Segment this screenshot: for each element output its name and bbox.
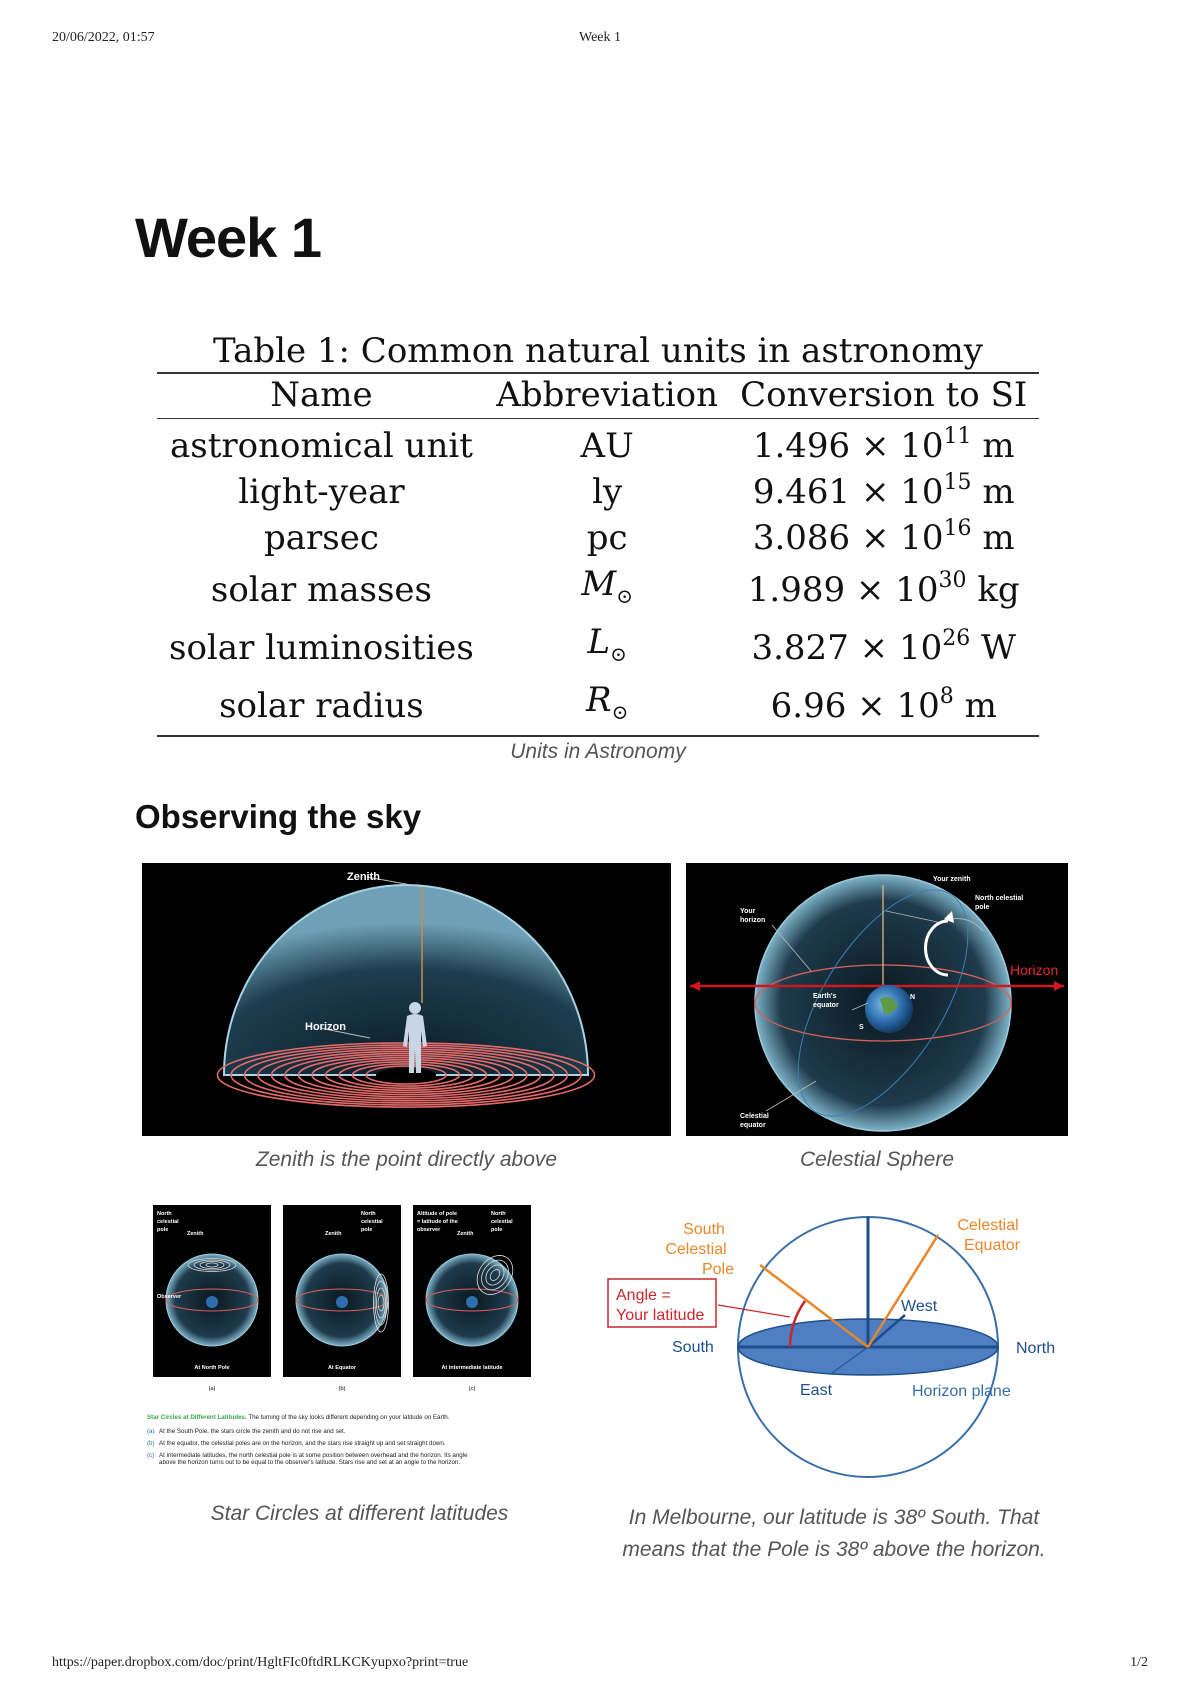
table-figure-caption: Units in Astronomy xyxy=(510,740,686,763)
zenith-caption: Zenith is the point directly above xyxy=(255,1148,558,1171)
unit-name-cell: solar radius xyxy=(219,686,424,726)
page-title: Week 1 xyxy=(135,206,321,269)
star-desc-item: At the equator, the celestial poles are on the horizon, and the stars rise straight up and set straight down. xyxy=(159,1440,446,1447)
si-conversion-cell: $1.989 \times 10^{30}$ kg xyxy=(747,568,1020,610)
unit-abbreviation-cell: ly xyxy=(592,472,623,512)
sun-symbol: ⊙ xyxy=(611,700,629,724)
scp-label-2: Celestial xyxy=(665,1241,727,1258)
svg-text:(c): (c) xyxy=(468,1386,476,1392)
unit-abbreviation-cell: $R_⊙$ xyxy=(585,680,629,724)
svg-text:celestial: celestial xyxy=(491,1219,513,1225)
print-page-number: 1/2 xyxy=(1130,1655,1148,1670)
your-horizon-label-2: horizon xyxy=(740,917,766,924)
si-conversion-cell: $3.827 \times 10^{26}$ W xyxy=(751,626,1016,668)
ce-label-2: Equator xyxy=(963,1237,1021,1254)
svg-text:At North Pole: At North Pole xyxy=(194,1365,230,1371)
ce-label-1: Celestial xyxy=(957,1217,1019,1234)
si-conversion-cell: $6.96 \times 10^8$ m xyxy=(770,684,997,726)
horizon-red-label: Horizon xyxy=(1010,962,1059,978)
star-desc-item: above the horizon turns out to be equal to the observer's latitude. Stars rise and set at an angle to the horizon. xyxy=(159,1459,461,1466)
observer-hole xyxy=(376,1068,436,1082)
unit-abbreviation-cell: $M_⊙$ xyxy=(581,564,633,608)
si-conversion-cell: $3.086 \times 10^{16}$ m xyxy=(752,516,1015,558)
unit-name-cell: solar masses xyxy=(210,570,432,610)
scp-label-3: Pole xyxy=(701,1261,735,1278)
table-row xyxy=(157,515,1039,561)
table-row xyxy=(157,619,1039,677)
svg-text:pole: pole xyxy=(361,1227,373,1233)
svg-text:observer: observer xyxy=(417,1227,441,1233)
units-table xyxy=(157,372,1039,737)
ncp-label-2: pole xyxy=(975,904,990,911)
star-panel xyxy=(413,1205,531,1392)
star-desc-tag: (c) xyxy=(147,1452,155,1459)
south-label: S xyxy=(859,1024,864,1031)
si-conversion-cell: $9.461 \times 10^{15}$ m xyxy=(752,470,1015,512)
svg-text:At intermediate latitude: At intermediate latitude xyxy=(441,1365,503,1371)
celestial-sphere-diagram xyxy=(686,863,1068,1136)
unit-abbreviation-cell: $L_⊙$ xyxy=(587,622,627,666)
print-footer xyxy=(52,1655,1148,1675)
melbourne-caption xyxy=(584,1502,1084,1566)
svg-text:North: North xyxy=(157,1211,172,1217)
svg-text:pole: pole xyxy=(491,1227,503,1233)
angle-label-2: Your latitude xyxy=(616,1307,705,1324)
melbourne-latitude-diagram xyxy=(600,1205,1070,1490)
unit-abbreviation-cell: AU xyxy=(580,426,634,466)
star-circles-caption: Star Circles at different latitudes xyxy=(210,1502,509,1525)
ncp-label-1: North celestial xyxy=(975,895,1024,902)
column-header-conversion: Conversion to SI xyxy=(740,375,1028,415)
east-label: East xyxy=(800,1382,833,1399)
star-circles-diagram xyxy=(147,1205,572,1485)
star-desc-title: Star Circles at Different Latitudes. xyxy=(147,1414,247,1421)
horizon-plane-label: Horizon plane xyxy=(912,1383,1011,1400)
svg-text:pole: pole xyxy=(157,1227,169,1233)
svg-text:Zenith: Zenith xyxy=(187,1231,204,1237)
svg-text:(b): (b) xyxy=(338,1386,346,1392)
zenith-diagram xyxy=(142,863,671,1136)
svg-text:Star Circles at Different Lati xyxy=(147,1414,450,1421)
svg-text:Zenith: Zenith xyxy=(325,1231,342,1237)
west-label: West xyxy=(901,1298,938,1315)
column-header-abbreviation: Abbreviation xyxy=(496,375,719,415)
unit-name-cell: parsec xyxy=(263,518,379,558)
svg-text:Observer: Observer xyxy=(157,1294,182,1300)
svg-text:North: North xyxy=(491,1211,506,1217)
svg-text:= latitude of the: = latitude of the xyxy=(417,1219,458,1225)
celestial-equator-label-2: equator xyxy=(740,1122,766,1129)
star-desc-tag: (a) xyxy=(147,1428,155,1435)
sun-symbol: ⊙ xyxy=(610,642,627,666)
print-date: 20/06/2022, 01:57 xyxy=(52,30,155,45)
star-panel xyxy=(153,1205,271,1392)
table-row xyxy=(157,561,1039,619)
print-header xyxy=(52,30,1148,50)
horizon-label: Horizon xyxy=(305,1021,346,1033)
north-label: N xyxy=(910,994,916,1001)
unit-abbreviation-cell: pc xyxy=(586,518,628,558)
section-heading: Observing the sky xyxy=(135,798,422,835)
table-caption: Table 1: Common natural units in astronomy xyxy=(213,331,983,371)
south-label: South xyxy=(672,1339,714,1356)
star-desc-tag: (b) xyxy=(147,1440,155,1447)
north-label: North xyxy=(1016,1340,1056,1357)
si-conversion-cell: $1.496 \times 10^{11}$ m xyxy=(752,424,1015,466)
units-table-figure xyxy=(157,330,1039,737)
celestial-caption: Celestial Sphere xyxy=(799,1148,955,1171)
svg-text:At Equator: At Equator xyxy=(327,1365,357,1371)
svg-text:North: North xyxy=(361,1211,376,1217)
svg-text:Altitude of pole: Altitude of pole xyxy=(417,1211,458,1217)
star-desc-item: At intermediate latitudes, the north celestial pole is at some position between overhead and the horizon. Its angle xyxy=(159,1452,468,1459)
angle-label-1: Angle = xyxy=(616,1287,671,1304)
zenith-label: Zenith xyxy=(347,871,380,883)
column-header-name: Name xyxy=(270,375,373,415)
earth-equator-label-1: Earth's xyxy=(813,993,837,1000)
svg-text:Zenith: Zenith xyxy=(457,1231,474,1237)
svg-text:celestial: celestial xyxy=(157,1219,179,1225)
table-row xyxy=(157,419,1039,470)
svg-text:celestial: celestial xyxy=(361,1219,383,1225)
melbourne-caption-line-2: means that the Pole is 38º above the horizon. xyxy=(622,1538,1046,1561)
melbourne-caption-line-1: In Melbourne, our latitude is 38º South. That xyxy=(628,1506,1040,1529)
svg-text:(a): (a) xyxy=(208,1386,216,1392)
earth-equator-label-2: equator xyxy=(813,1002,839,1009)
scp-label-1: South xyxy=(683,1221,725,1238)
unit-name-cell: solar luminosities xyxy=(169,628,474,668)
print-url: https://paper.dropbox.com/doc/print/HgltFIc0ftdRLKCKyupxo?print=true xyxy=(52,1655,469,1670)
your-horizon-label-1: Your xyxy=(740,908,756,915)
star-panel xyxy=(283,1205,401,1392)
sun-symbol: ⊙ xyxy=(616,584,633,608)
star-desc-text: The turning of the sky looks different depending on your latitude on Earth. xyxy=(246,1414,450,1421)
your-zenith-label: Your zenith xyxy=(933,876,971,883)
celestial-equator-label-1: Celestial xyxy=(740,1113,769,1120)
print-title: Week 1 xyxy=(578,30,622,45)
table-row xyxy=(157,677,1039,736)
unit-name-cell: astronomical unit xyxy=(169,426,473,466)
table-header-row xyxy=(157,373,1039,419)
unit-name-cell: light-year xyxy=(238,472,405,512)
table-row xyxy=(157,469,1039,515)
star-desc-item: At the South Pole, the stars circle the zenith and do not rise and set. xyxy=(159,1428,346,1435)
